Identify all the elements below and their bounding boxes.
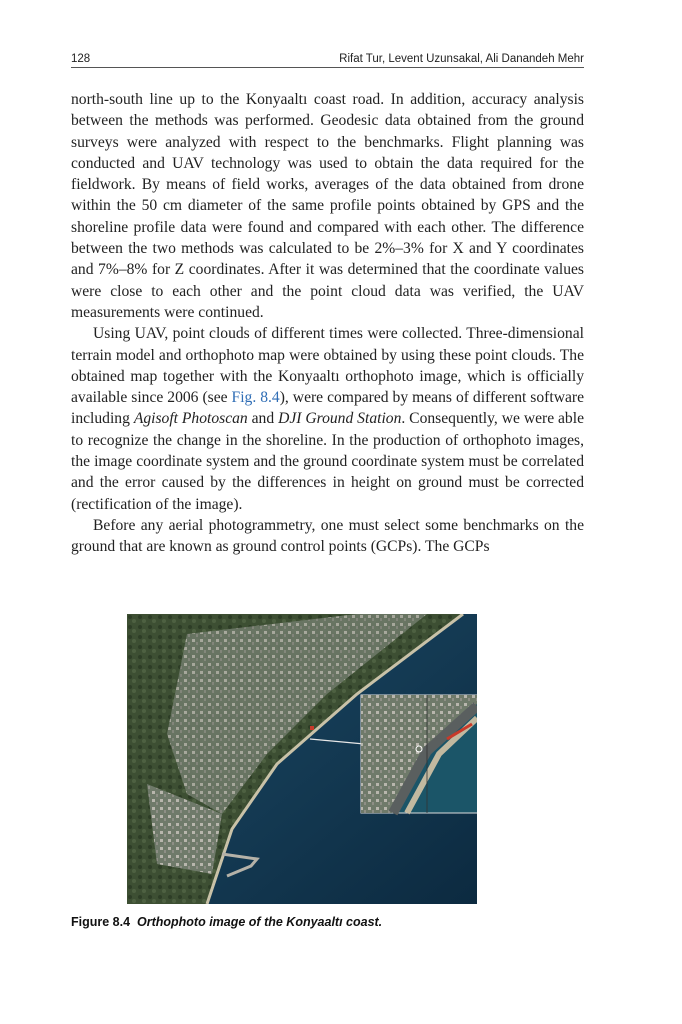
header-rule <box>71 67 584 68</box>
paragraph-2-text-b: ), were compared by means of different software including <box>71 389 584 428</box>
figure-caption <box>71 915 584 929</box>
body-text <box>71 89 584 558</box>
paragraph-2-text-c: and <box>247 410 279 428</box>
paragraph-2-text-d: . Consequently, we were able to recognize the change in the shoreline. In the production of orthophoto images, the image coordinate system and the ground coordinate system must be correlated and the error caused by the differences in height on ground must be corrected (rectification of the image). <box>71 410 584 513</box>
figure-label: Figure 8.4 <box>71 915 131 929</box>
paragraph-2-text-a: Using UAV, point clouds of different times were collected. Three-dimensional terrain model and orthophoto map were obtained by using these point clouds. The obtained map together with the Konyaaltı orthophoto image, which is officially available since 2006 (see <box>71 325 584 407</box>
figure-caption-text: Orthophoto image of the Konyaaltı coast. <box>137 915 383 929</box>
paragraph-2 <box>71 323 584 515</box>
figure-reference-link[interactable]: Fig. 8.4 <box>231 389 280 407</box>
running-head-authors: Rifat Tur, Levent Uzunsakal, Ali Danandeh Mehr <box>339 53 584 65</box>
running-header <box>71 50 584 68</box>
study-area-marker <box>310 726 314 730</box>
zoom-inset <box>361 695 477 813</box>
software-name: Agisoft Photoscan <box>133 410 248 428</box>
orthophoto-figure <box>127 614 477 904</box>
page-number: 128 <box>71 53 91 65</box>
software-name: DJI Ground Station <box>278 410 402 428</box>
paragraph-1: north-south line up to the Konyaaltı coast road. In addition, accuracy analysis between the methods was performed. Geodesic data obtained from the ground surveys were analyzed with respect to the benchmarks. Flight planning was conducted and UAV technology was used to obtain the data required for the fieldwork. By means of field works, averages of the data obtained from drone within the 50 cm diameter of the same profile points obtained by GPS and the shoreline profile data were found and compared with each other. The difference between the two methods was calculated to be 2%–3% for X and Y coordinates and 7%–8% for Z coordinates. After it was determined that the coordinate values were close to each other and the point cloud data was verified, the UAV measurements were continued. <box>71 91 584 321</box>
orthophoto-image <box>127 614 477 904</box>
paragraph-3: Before any aerial photogrammetry, one must select some benchmarks on the ground that are known as ground control points (GCPs). The GCPs <box>71 516 584 556</box>
